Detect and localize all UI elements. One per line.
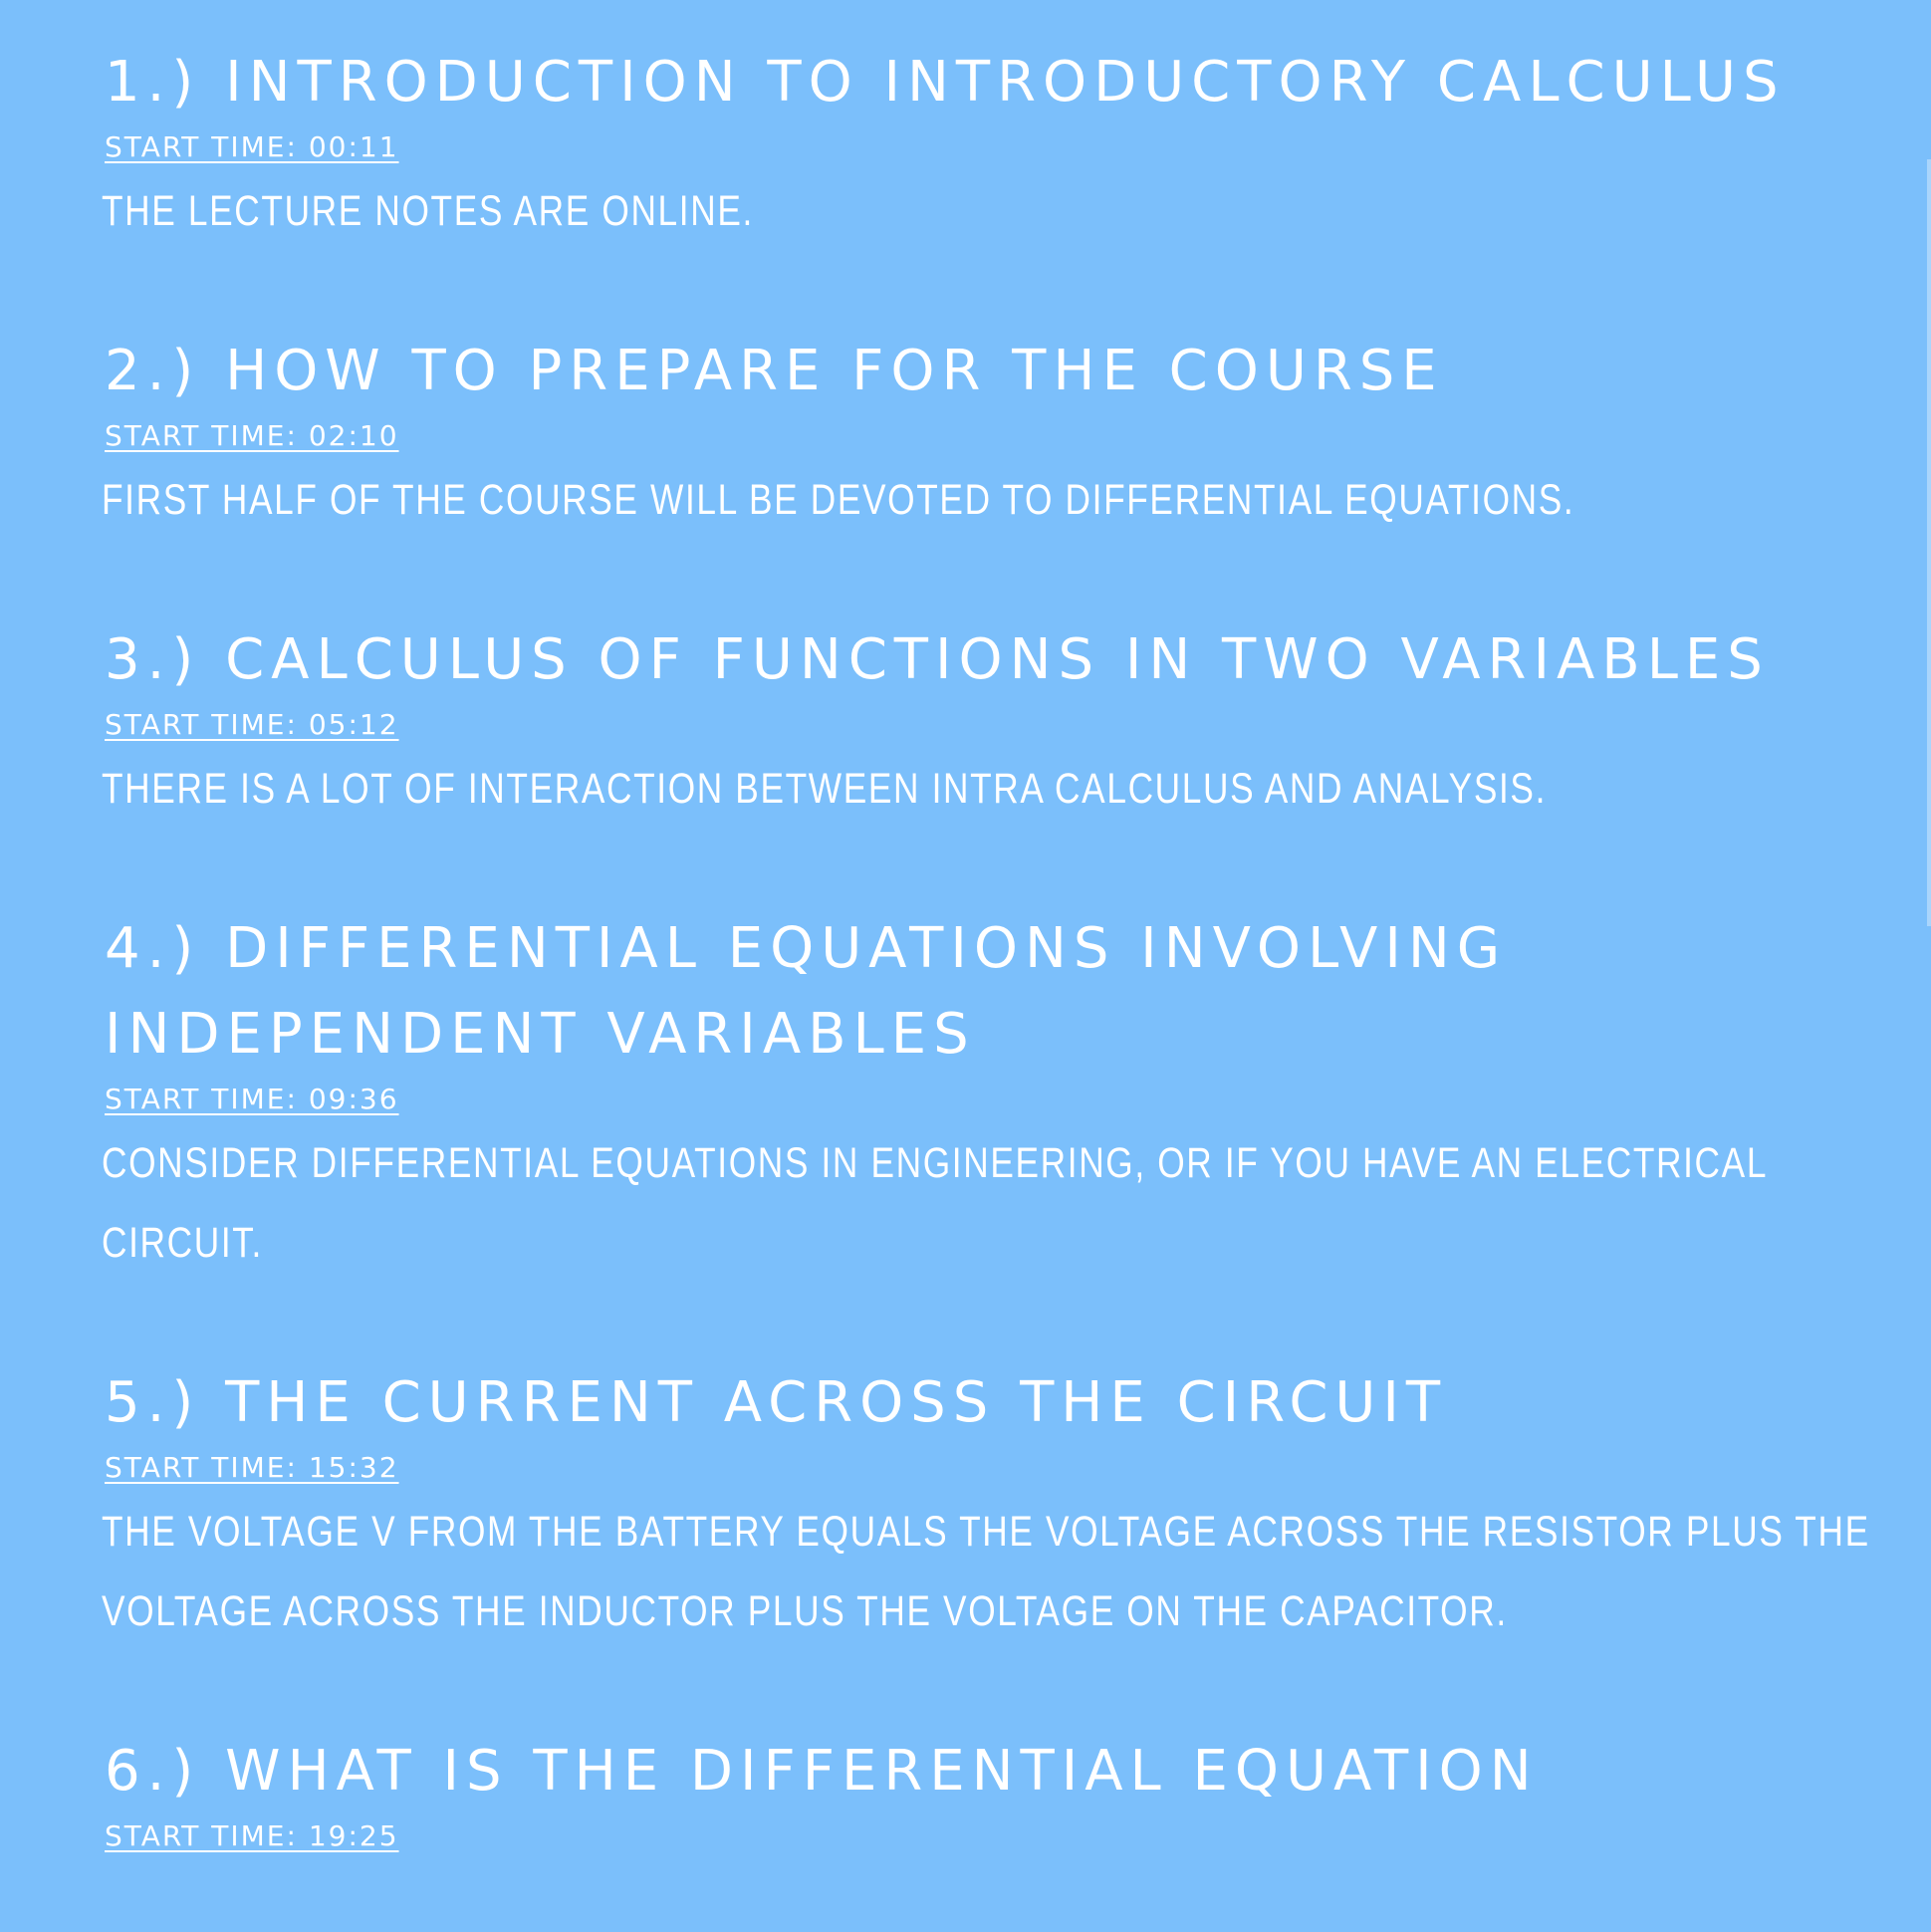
start-time-link[interactable]: START TIME: 19:25 [105,1819,399,1852]
chapter-summary: THERE IS A LOT OF INTERACTION BETWEEN INTRA CALCULUS AND ANALYSIS. [102,765,1548,813]
chapter-title: 3.) CALCULUS OF FUNCTIONS IN TWO VARIABLES [105,627,1770,692]
scrollbar-edge [1927,159,1931,926]
chapter-title: 6.) WHAT IS THE DIFFERENTIAL EQUATION [105,1739,1539,1804]
chapter-summary: THE LECTURE NOTES ARE ONLINE. [102,187,754,235]
chapter-item [105,1729,1912,1854]
chapter-title: 2.) HOW TO PREPARE FOR THE COURSE [105,339,1444,403]
chapter-title: 4.) DIFFERENTIAL EQUATIONS INVOLVING INDEPENDENT VARIABLES [105,916,1508,1067]
chapter-summary: THE VOLTAGE V FROM THE BATTERY EQUALS THE VOLTAGE ACROSS THE RESISTOR PLUS THE VOLTAGE ACROSS THE INDUCTOR PLUS THE VOLTAGE ON THE CAPACITOR. [102,1508,1870,1635]
chapter-summary: CONSIDER DIFFERENTIAL EQUATIONS IN ENGINEERING, OR IF YOU HAVE AN ELECTRICAL CIRCUIT. [102,1139,1767,1267]
start-time-link[interactable]: START TIME: 15:32 [105,1451,399,1484]
chapter-summary: FIRST HALF OF THE COURSE WILL BE DEVOTED TO DIFFERENTIAL EQUATIONS. [102,476,1575,524]
start-time-link[interactable]: START TIME: 05:12 [105,708,399,741]
start-time-link[interactable]: START TIME: 09:36 [105,1083,399,1115]
start-time-link[interactable]: START TIME: 02:10 [105,419,399,452]
chapter-title: 5.) THE CURRENT ACROSS THE CIRCUIT [105,1370,1448,1435]
chapter-item [102,1360,1912,1651]
chapter-title: 1.) INTRODUCTION TO INTRODUCTORY CALCULUS [105,50,1786,115]
chapter-item [102,40,1912,251]
chapter-item [102,329,1912,540]
chapter-item [102,617,1912,829]
chapter-list [102,40,1912,1932]
start-time-link[interactable]: START TIME: 00:11 [105,130,399,163]
chapter-item [102,906,1912,1283]
